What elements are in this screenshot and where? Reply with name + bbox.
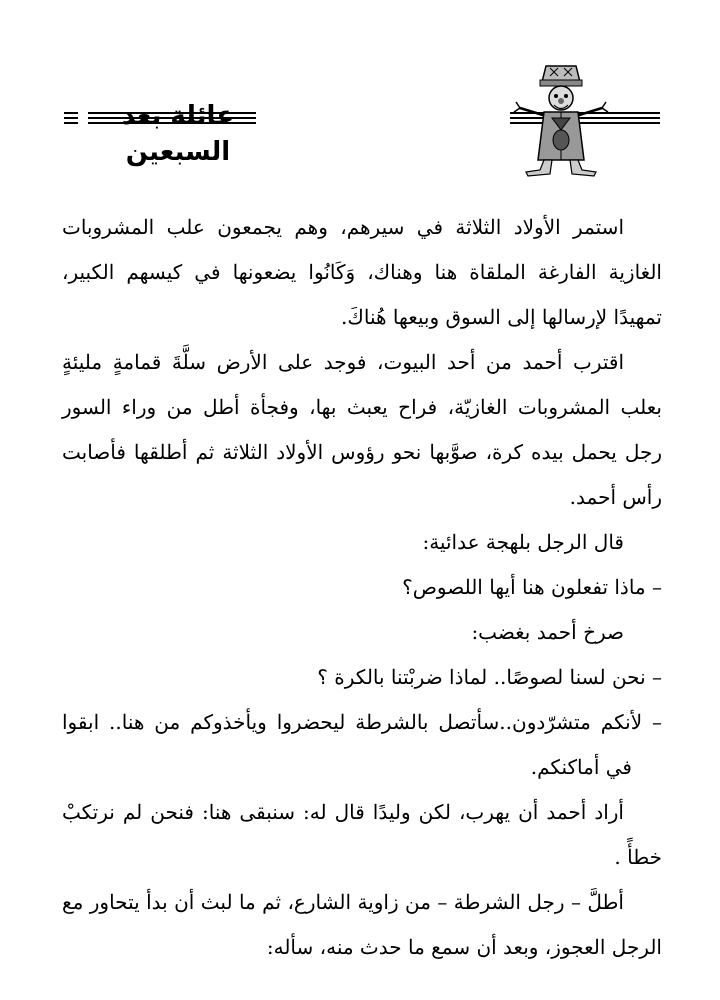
header-ornament-right <box>618 112 632 127</box>
paragraph: قال الرجل بلهجة عدائية: <box>422 530 624 554</box>
paragraph: اقترب أحمد من أحد البيوت، فوجد على الأرض سلَّةَ قمامةٍ مليئةٍ بعلب المشروبات الغازيّة، فراح يعبث بها، وفجأة أطل من وراء السور رجل يحمل بيده كرة، صوَّبها نحو رؤوس الأولاد الثلاثة ثم أطلقها فأصابت رأس أحمد. <box>62 350 662 509</box>
paragraph: أراد أحمد أن يهرب، لكن وليدًا قال له: سنبقى هنا: فنحن لم نرتكبْ خطأً . <box>62 800 662 869</box>
paragraph: استمر الأولاد الثلاثة في سيرهم، وهم يجمعون علب المشروبات الغازية الفارغة الملقاة هنا وهناك، وَكَانُوا يضعونها في كيسهم الكبير، تمهيدًا لإرسالها إلى السوق وبيعها هُناكَ. <box>62 215 662 329</box>
header-ornament-left <box>64 112 78 127</box>
page-header <box>0 60 720 180</box>
dialog-line: – لأنكم متشرّدون..سأتصل بالشرطة ليحضروا ويأخذوكم من هنا.. ابقوا في أماكنكم. <box>62 710 662 779</box>
dialog-line: – ماذا تفعلون هنا أيها اللصوص؟ <box>402 575 662 599</box>
page-title: عائلة بعد السبعين <box>121 101 235 167</box>
paragraph: أطلَّ – رجل الشرطة – من زاوية الشارع، ثم ما لبث أن بدأ يتحاور مع الرجل العجوز، وبعد أن سمع ما حدث منه، سأله: <box>62 890 662 959</box>
dialog-line: – نحن لسنا لصوصًا.. لماذا ضربْتنا بالكرة ؟ <box>317 665 662 689</box>
paragraph: صرخ أحمد بغضب: <box>471 620 624 644</box>
story-text <box>62 205 662 970</box>
clown-mascot-icon <box>506 60 616 180</box>
